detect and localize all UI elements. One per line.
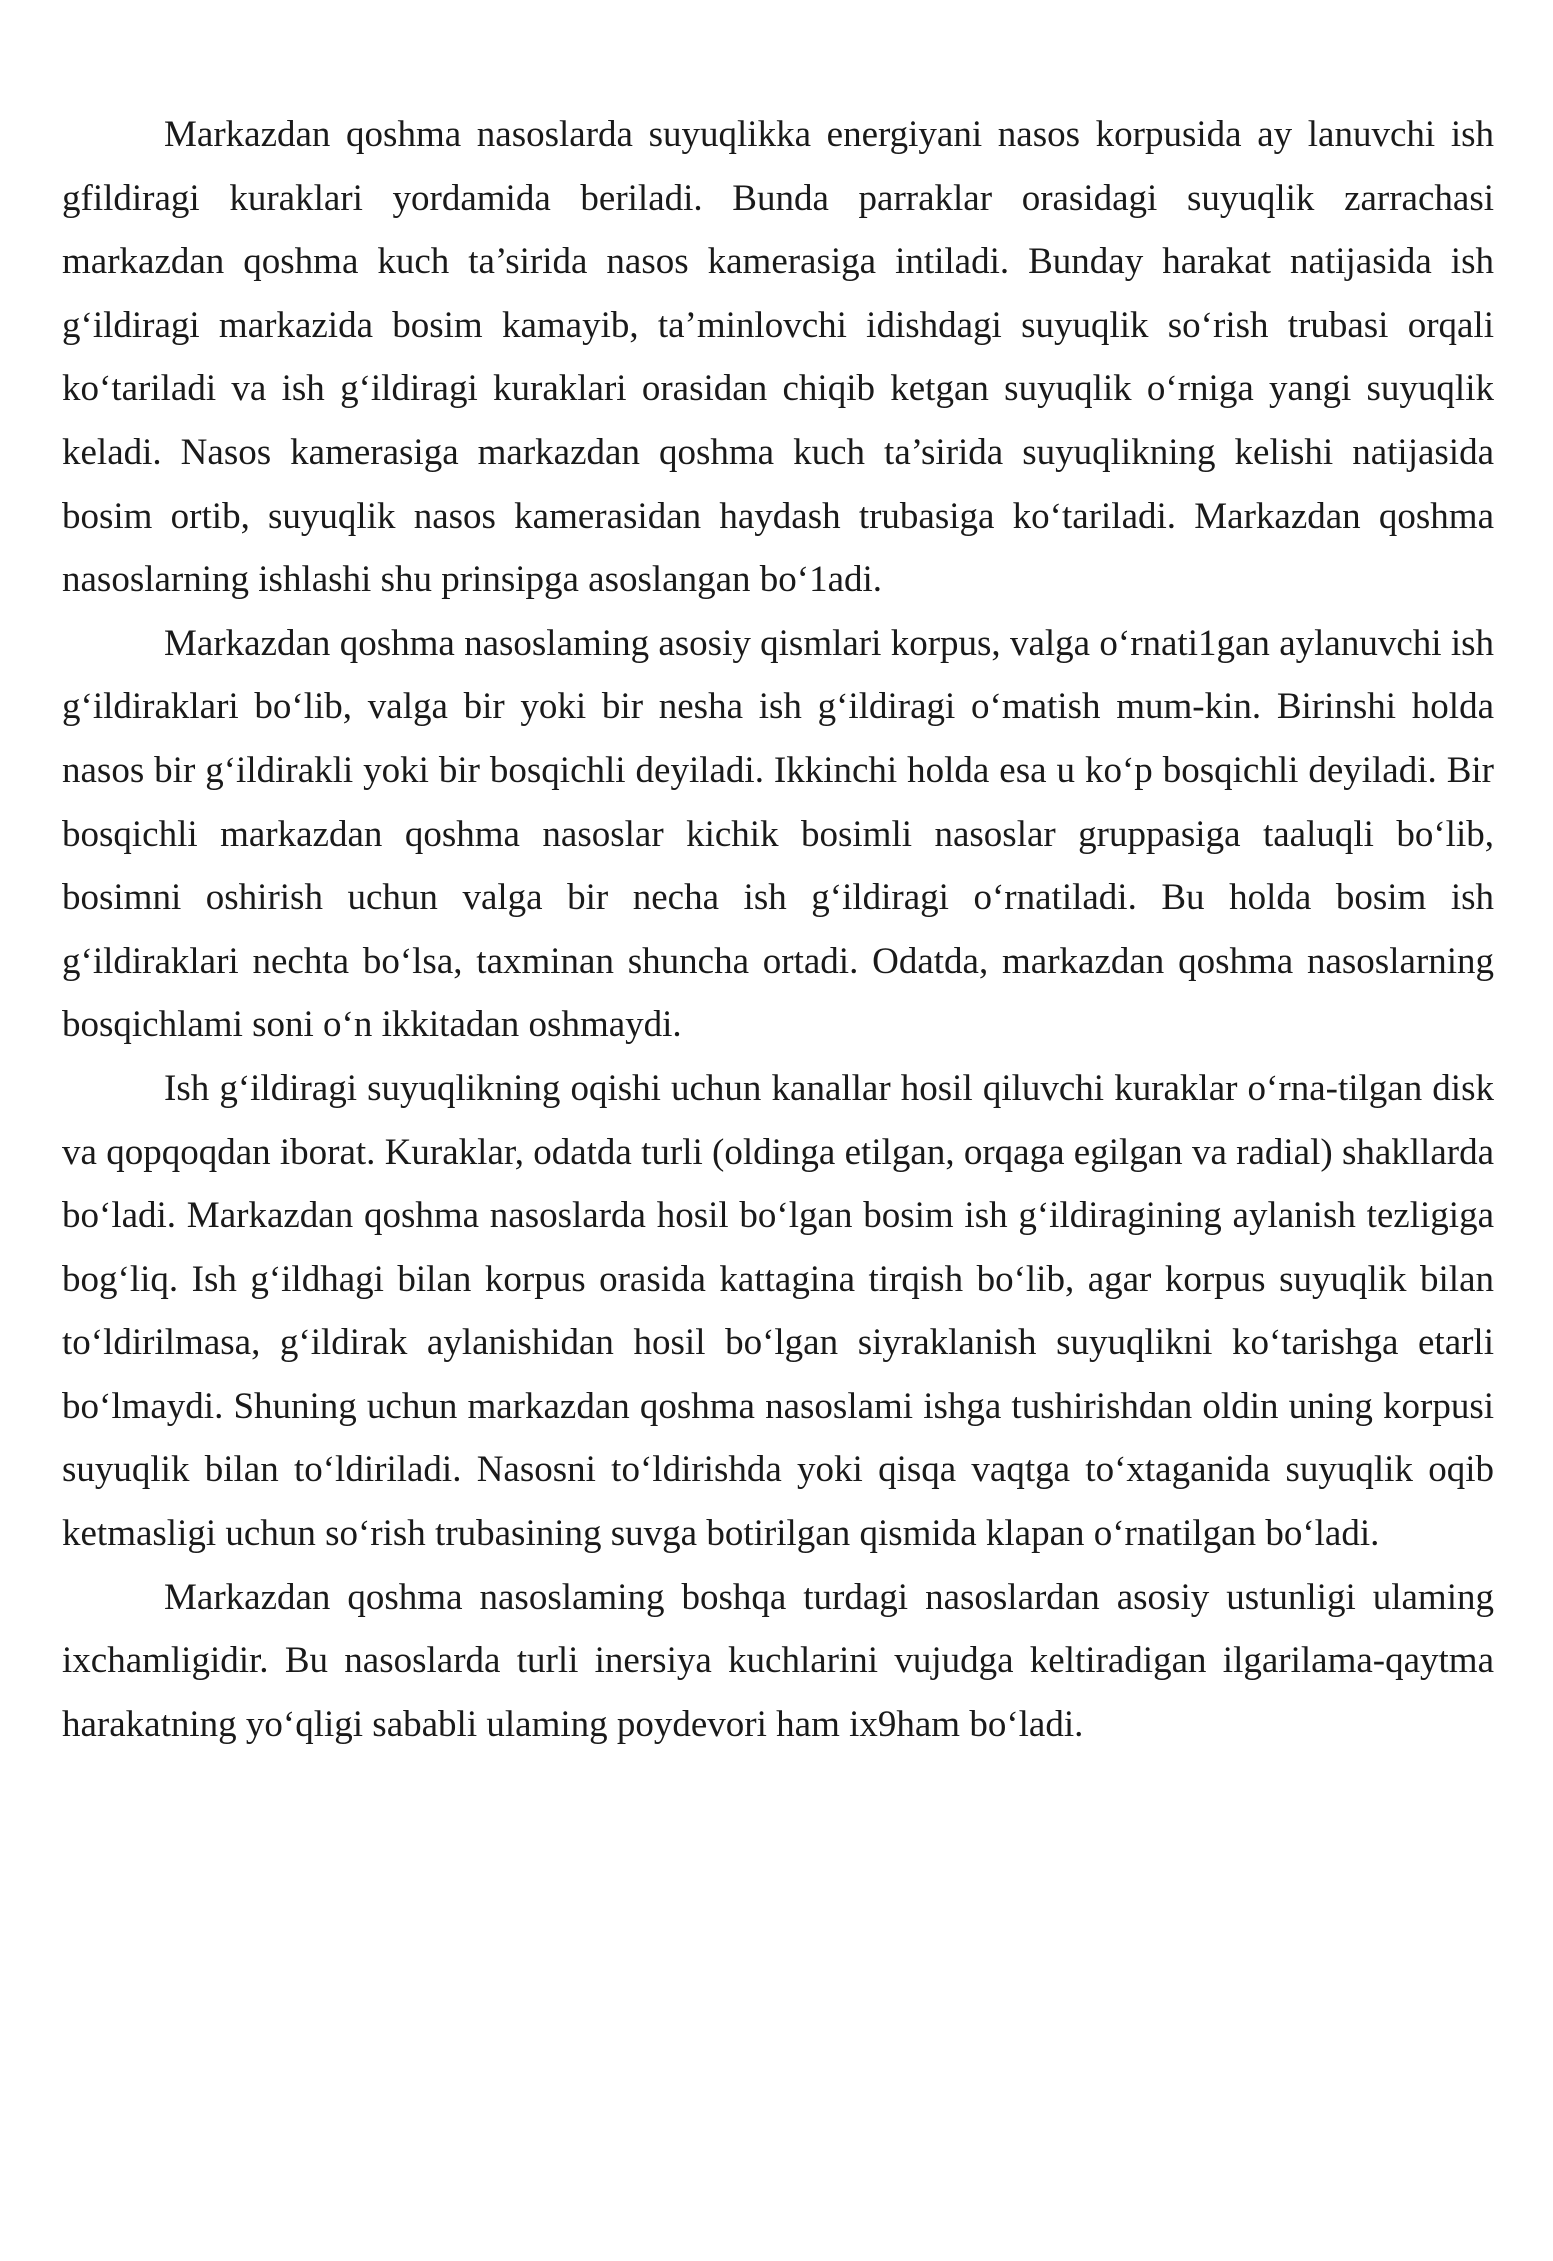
paragraph-2: Markazdan qoshma nasoslaming asosiy qismlari korpus, valga o‘rnati1gan aylanuvchi ish g‘ildiraklari bo‘lib, valga bir yoki bir nesha ish g‘ildiragi o‘matish mum-kin. Birinshi holda nasos bir g‘ildirakli yoki bir bosqichli deyiladi. Ikkinchi holda esa u ko‘p bosqichli deyiladi. Bir bosqichli markazdan qoshma nasoslar kichik bosimli nasoslar gruppasiga taaluqli bo‘lib, bosimni oshirish uchun valga bir necha ish g‘ildiragi o‘rnatiladi. Bu holda bosim ish g‘ildiraklari nechta bo‘lsa, taxminan shuncha ortadi. Odatda, markazdan qoshma nasoslarning bosqichlami soni o‘n ikkitadan oshmaydi. [62,622,1494,1046]
paragraph-1: Markazdan qoshma nasoslarda suyuqlikka energiyani nasos korpusida ay lanuvchi ish gfildiragi kuraklari yordamida beriladi. Bunda parraklar orasidagi suyuqlik zarrachasi markazdan qoshma kuch ta’sirida nasos kamerasiga intiladi. Bunday harakat natijasida ish g‘ildiragi markazida bosim kamayib, ta’minlovchi idishdagi suyuqlik so‘rish trubasi orqali ko‘tariladi va ish g‘ildiragi kuraklari orasidan chiqib ketgan suyuqlik o‘rniga yangi suyuqlik keladi. Nasos kamerasiga markazdan qoshma kuch ta’sirida suyuqlikning kelishi natijasida bosim ortib, suyuqlik nasos kamerasidan haydash trubasiga ko‘tariladi. Markazdan qoshma nasoslarning ishlashi shu prinsipga asoslangan bo‘1adi. [62,114,1494,601]
paragraph-4: Markazdan qoshma nasoslaming boshqa turdagi nasoslardan asosiy ustunligi ulaming ixchamligidir. Bu nasoslarda turli inersiya kuchlarini vujudga keltiradigan ilgarilama-qaytma harakatning yo‘qligi sababli ulaming poydevori ham ix9ham bo‘ladi. [62,1576,1494,1745]
paragraph-3: Ish g‘ildiragi suyuqlikning oqishi uchun kanallar hosil qiluvchi kuraklar o‘rna-tilgan disk va qopqoqdan iborat. Kuraklar, odatda turli (oldinga etilgan, orqaga egilgan va radial) shakllarda bo‘ladi. Markazdan qoshma nasoslarda hosil bo‘lgan bosim ish g‘ildiragining aylanish tezligiga bog‘liq. Ish g‘ildhagi bilan korpus orasida kattagina tirqish bo‘lib, agar korpus suyuqlik bilan to‘ldirilmasa, g‘ildirak aylanishidan hosil bo‘lgan siyraklanish suyuqlikni ko‘tarishga etarli bo‘lmaydi. Shuning uchun markazdan qoshma nasoslami ishga tushirishdan oldin uning korpusi suyuqlik bilan to‘ldiriladi. Nasosni to‘ldirishda yoki qisqa vaqtga to‘xtaganida suyuqlik oqib ketmasligi uchun so‘rish trubasining suvga botirilgan qismida klapan o‘rnatilgan bo‘ladi. [62,1067,1494,1555]
document-page [62,103,1494,1756]
